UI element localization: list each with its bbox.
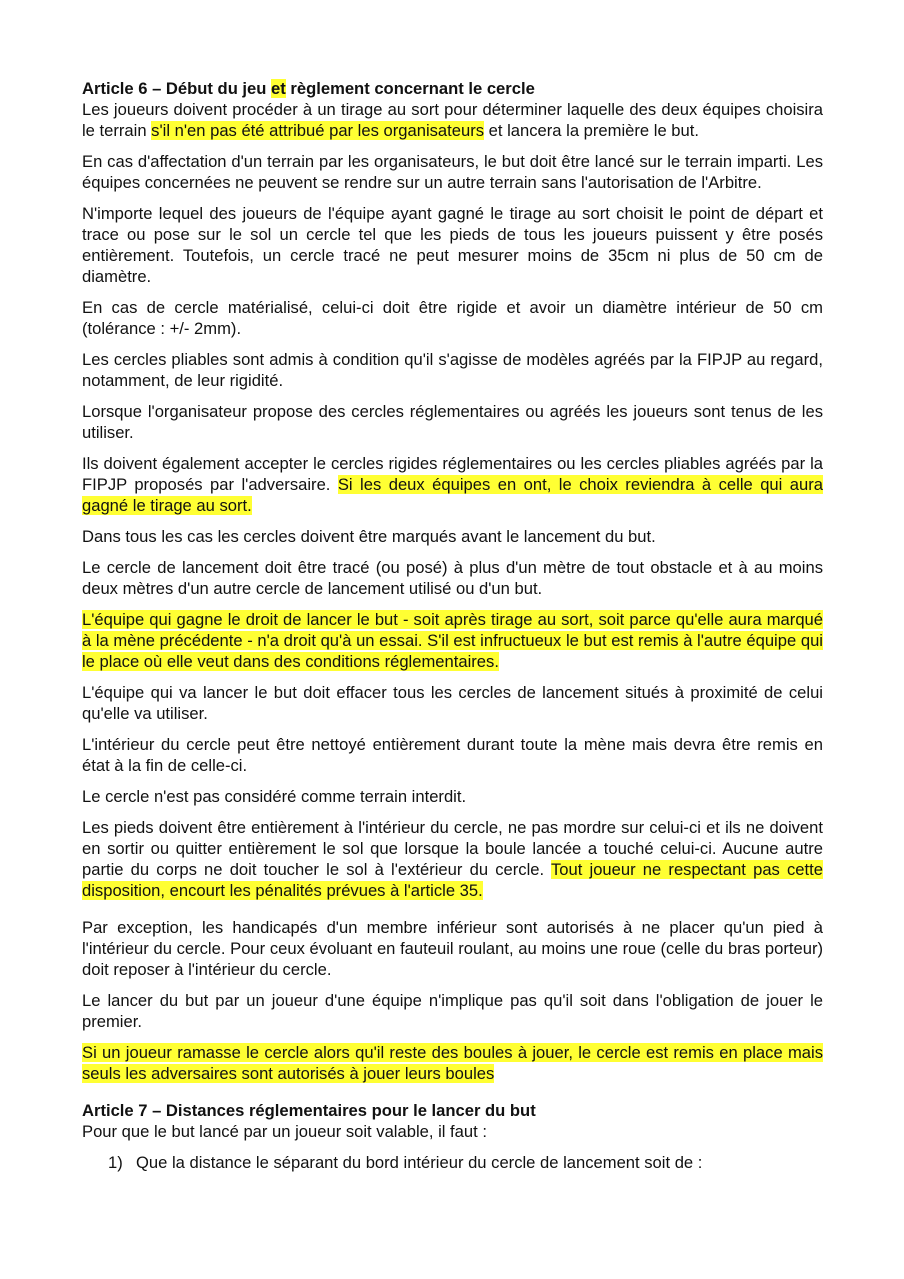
article-6-paragraph-13: Le cercle n'est pas considéré comme terrain interdit. (82, 787, 467, 806)
article-6-p14-highlight: Tout joueur ne respectant pas cette disposition, encourt les pénalités prévues à l'article 35. (82, 860, 823, 900)
article-6-title-highlight: et (271, 79, 286, 98)
article-6-p1-text-a: Les joueurs doivent procéder à un tirage au sort pour déterminer laquelle des deux équipes choisira le terrain (82, 100, 823, 140)
article-6-paragraph-7 (82, 453, 823, 516)
article-6-paragraph-16: Le lancer du but par un joueur d'une équipe n'implique pas qu'il soit dans l'obligation de jouer le premier. (82, 991, 823, 1031)
list-item-text: Que la distance le séparant du bord intérieur du cercle de lancement soit de : (136, 1153, 703, 1172)
article-6-paragraph-12: L'intérieur du cercle peut être nettoyé entièrement durant toute la mène mais devra être remis en état à la fin de celle-ci. (82, 735, 823, 775)
article-6-p17-highlight: Si un joueur ramasse le cercle alors qu'il reste des boules à jouer, le cercle est remis en place mais seuls les adversaires sont autorisés à jouer leurs boules (82, 1043, 823, 1083)
article-6-p7-highlight: Si les deux équipes en ont, le choix reviendra à celle qui aura gagné le tirage au sort. (82, 475, 823, 515)
article-6-paragraph-3: N'importe lequel des joueurs de l'équipe ayant gagné le tirage au sort choisit le point de départ et trace ou pose sur le sol un cercle tel que les pieds de tous les joueurs puissent y être posés entièrement. Toutefois, un cercle tracé ne peut mesurer moins de 35cm ni plus de 50 cm de diamètre. (82, 204, 823, 286)
list-item (108, 1152, 823, 1173)
article-6-title-part-b: règlement concernant le cercle (285, 79, 535, 98)
article-6-paragraph-6: Lorsque l'organisateur propose des cercles réglementaires ou agréés les joueurs sont tenus de les utiliser. (82, 402, 823, 442)
article-6-paragraph-11: L'équipe qui va lancer le but doit effacer tous les cercles de lancement situés à proximité de celui qu'elle va utiliser. (82, 683, 823, 723)
article-6-paragraph-8: Dans tous les cas les cercles doivent être marqués avant le lancement du but. (82, 527, 656, 546)
article-6-p1-highlight: s'il n'en pas été attribué par les organisateurs (151, 121, 485, 140)
article-6-p10-highlight: L'équipe qui gagne le droit de lancer le but - soit après tirage au sort, soit parce qu'elle aura marqué à la mène précédente - n'a droit qu'à un essai. S'il est infructueux le but est remis à l'autre équipe qui le place où elle veut dans des conditions réglementaires. (82, 610, 823, 671)
article-6-title (82, 78, 823, 99)
article-6-paragraph-4: En cas de cercle matérialisé, celui-ci doit être rigide et avoir un diamètre intérieur de 50 cm (tolérance : +/- 2mm). (82, 298, 823, 338)
article-6-p1-text-b: et lancera la première le but. (484, 121, 699, 140)
article-6-paragraph-17 (82, 1042, 823, 1084)
article-6-paragraph-15: Par exception, les handicapés d'un membre inférieur sont autorisés à ne placer qu'un pied à l'intérieur du cercle. Pour ceux évoluant en fauteuil roulant, au moins une roue (celle du bras porteur) doit reposer à l'intérieur du cercle. (82, 918, 823, 979)
article-7-title: Article 7 – Distances réglementaires pour le lancer du but (82, 1101, 536, 1120)
article-6-title-part-a: Article 6 – Début du jeu (82, 79, 272, 98)
article-6-paragraph-5: Les cercles pliables sont admis à condition qu'il s'agisse de modèles agréés par la FIPJP au regard, notamment, de leur rigidité. (82, 350, 823, 390)
article-6-paragraph-9: Le cercle de lancement doit être tracé (ou posé) à plus d'un mètre de tout obstacle et à au moins deux mètres d'un autre cercle de lancement utilisé ou d'un but. (82, 558, 823, 598)
article-6-p14-text: Les pieds doivent être entièrement à l'intérieur du cercle, ne pas mordre sur celui-ci et ils ne doivent en sortir ou quitter entièrement le sol que lorsque la boule lancée a touché celui-ci. Aucune autre partie du corps ne doit toucher le sol à l'extérieur du cercle. (82, 818, 823, 879)
article-6-paragraph-10 (82, 609, 823, 672)
list-item-number: 1) (108, 1153, 123, 1172)
article-7-list (108, 1152, 823, 1173)
article-6-p7-text: Ils doivent également accepter le cercles rigides réglementaires ou les cercles pliables agréés par la FIPJP proposés par l'adversaire. (82, 454, 823, 494)
article-6-paragraph-1 (82, 99, 823, 141)
page-content (82, 78, 823, 1173)
article-6-paragraph-14 (82, 817, 823, 901)
article-6-paragraph-2: En cas d'affectation d'un terrain par les organisateurs, le but doit être lancé sur le terrain imparti. Les équipes concernées ne peuvent se rendre sur un autre terrain sans l'autorisation de l'Arbitre. (82, 152, 823, 192)
article-7-intro: Pour que le but lancé par un joueur soit valable, il faut : (82, 1122, 487, 1141)
